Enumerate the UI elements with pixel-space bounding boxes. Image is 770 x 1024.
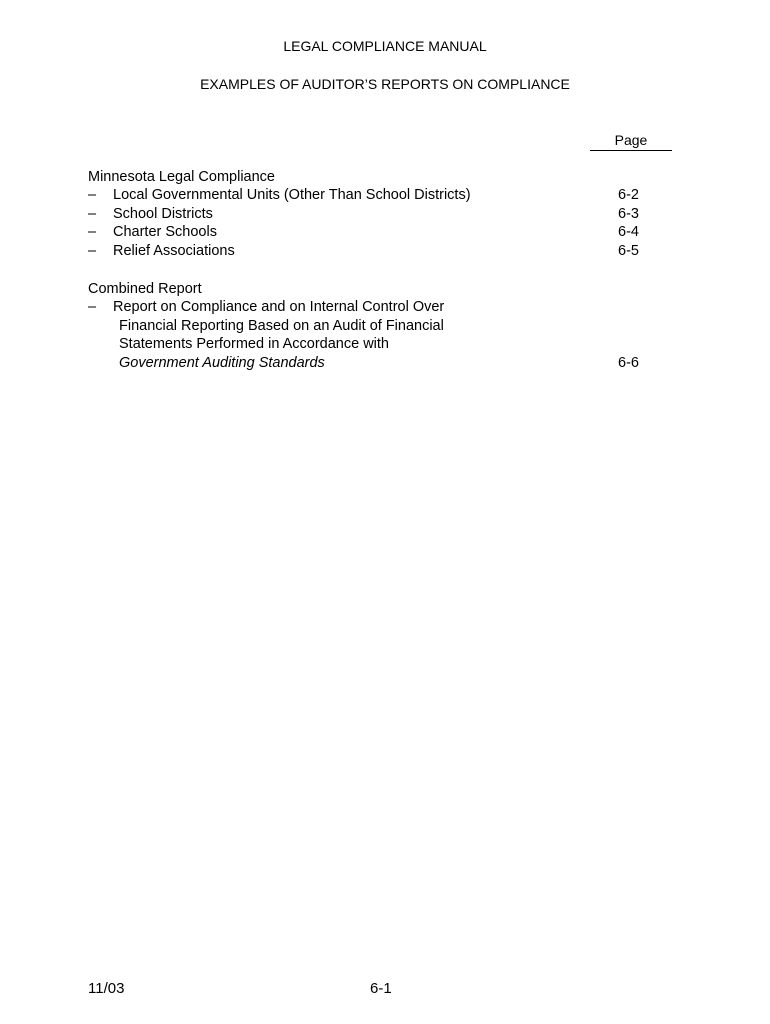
toc-entry-page: 6-3 (618, 206, 639, 222)
page-column-header: Page (590, 132, 672, 151)
toc-entry-page: 6-5 (618, 243, 639, 259)
bullet-dash: – (88, 187, 97, 203)
toc-entry-label: School Districts (113, 206, 213, 222)
toc-entry-page: 6-2 (618, 187, 639, 203)
section-heading: Minnesota Legal Compliance (88, 169, 275, 185)
bullet-dash: – (88, 206, 97, 222)
section-title: EXAMPLES OF AUDITOR’S REPORTS ON COMPLIANCE (200, 76, 570, 92)
section-heading: Combined Report (88, 281, 202, 297)
toc-entry-label-line3: Statements Performed in Accordance with (119, 336, 389, 352)
toc-entry-label: Local Governmental Units (Other Than School Districts) (113, 187, 471, 203)
toc-entry-page: 6-6 (618, 355, 639, 371)
footer-page-number: 6-1 (370, 980, 392, 997)
bullet-dash: – (88, 243, 97, 259)
bullet-dash: – (88, 224, 97, 240)
toc-entry-label: Relief Associations (113, 243, 235, 259)
toc-entry-label-line4: Government Auditing Standards (119, 355, 325, 371)
toc-entry-label-line1: Report on Compliance and on Internal Control Over (113, 299, 445, 315)
toc-entry-label: Charter Schools (113, 224, 217, 240)
toc-entry-label-line2: Financial Reporting Based on an Audit of Financial (119, 318, 444, 334)
footer-date: 11/03 (88, 980, 125, 997)
toc-entry-page: 6-4 (618, 224, 639, 240)
manual-title: LEGAL COMPLIANCE MANUAL (283, 38, 487, 54)
bullet-dash: – (88, 299, 97, 315)
